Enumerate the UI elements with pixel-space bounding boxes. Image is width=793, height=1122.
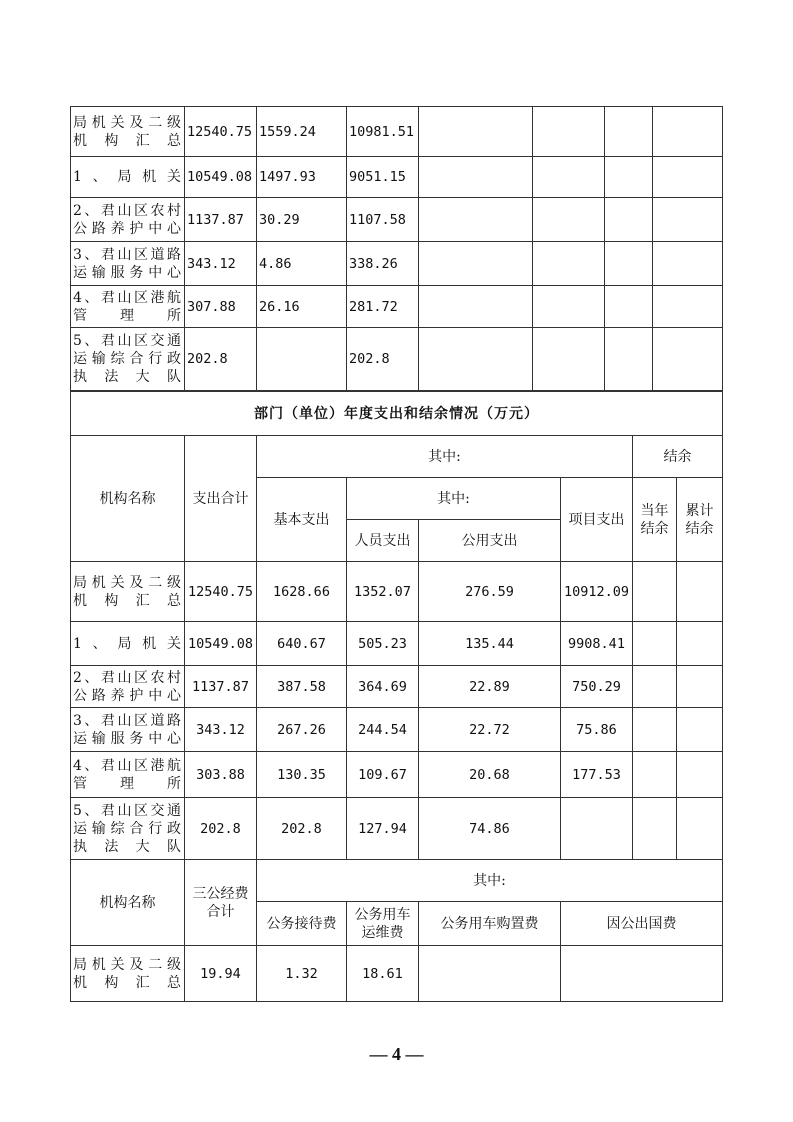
basic-expense-cell: 267.26: [257, 708, 347, 752]
income-col3-cell: 10981.51: [347, 107, 419, 157]
public-expense-cell: 20.68: [419, 752, 561, 798]
table-row: [71, 798, 723, 860]
org-name-cell: [71, 198, 185, 242]
empty-cell: [419, 107, 533, 157]
header-org-name: 机构名称: [71, 436, 185, 562]
empty-cell: [533, 157, 605, 198]
header-three-public-total-line2: 合计: [206, 903, 235, 920]
public-expense-cell: 74.86: [419, 798, 561, 860]
empty-cell: [419, 286, 533, 328]
empty-cell: [605, 242, 653, 286]
table-row: [71, 622, 723, 666]
org-name-line: 运输综合行政: [73, 351, 181, 367]
org-name-cell: [71, 798, 185, 860]
org-name-line: 5、君山区交通: [73, 802, 181, 819]
empty-cell: [653, 286, 723, 328]
income-col2-cell: [257, 328, 347, 391]
empty-cell: [419, 157, 533, 198]
org-name-line: 2、君山区农村: [73, 202, 181, 219]
income-total-cell: 202.8: [185, 328, 257, 391]
org-name-line: 管理所: [73, 775, 181, 792]
table-row: [71, 107, 723, 157]
income-col3-cell: 1107.58: [347, 198, 419, 242]
basic-expense-cell: 387.58: [257, 666, 347, 708]
year-balance-cell: [633, 622, 677, 666]
org-name-line: 公路养护中心: [73, 220, 181, 237]
org-name-line: 管理所: [73, 307, 181, 324]
header-cum-balance-line2: 结余: [685, 520, 714, 537]
empty-cell: [533, 198, 605, 242]
personnel-expense-cell: 109.67: [347, 752, 419, 798]
header-personnel: 人员支出: [347, 520, 419, 562]
table-row: [71, 242, 723, 286]
income-total-cell: 343.12: [185, 242, 257, 286]
empty-cell: [605, 157, 653, 198]
year-balance-cell: [633, 666, 677, 708]
table-row: [71, 562, 723, 622]
empty-cell: [605, 107, 653, 157]
header-basic: 基本支出: [257, 478, 347, 562]
org-name-cell: [71, 622, 185, 666]
header-abroad: 因公出国费: [561, 902, 723, 946]
basic-expense-cell: 640.67: [257, 622, 347, 666]
org-name-cell: [71, 107, 185, 157]
org-name-line: 2、君山区农村: [73, 669, 181, 686]
income-col2-cell: 1497.93: [257, 157, 347, 198]
reception-cell: 1.32: [257, 946, 347, 1002]
empty-cell: [605, 286, 653, 328]
org-name-line: 局机关及二级: [73, 114, 181, 131]
expense-total-cell: 343.12: [185, 708, 257, 752]
year-balance-cell: [633, 798, 677, 860]
org-name-line: 局机关及二级: [73, 574, 181, 591]
header-year-balance-line1: 当年: [640, 502, 669, 519]
cum-balance-cell: [677, 622, 723, 666]
org-name-cell: [71, 157, 185, 198]
org-name-line: 机构汇总: [73, 974, 181, 991]
section-title: 部门（单位）年度支出和结余情况（万元）: [71, 392, 723, 436]
cum-balance-cell: [677, 666, 723, 708]
header-org-name-3: 机构名称: [71, 860, 185, 946]
org-name-line: 4、君山区港航: [73, 757, 181, 774]
org-name-cell: [71, 752, 185, 798]
org-name-cell: [71, 328, 185, 391]
empty-cell: [653, 198, 723, 242]
personnel-expense-cell: 244.54: [347, 708, 419, 752]
org-name-line: 执法大队: [73, 838, 181, 855]
header-balance: 结余: [633, 436, 723, 478]
header-car-ops: [347, 902, 419, 946]
org-name-line: 运输服务中心: [73, 264, 181, 281]
personnel-expense-cell: 505.23: [347, 622, 419, 666]
org-name-line: 运输综合行政: [73, 820, 181, 837]
header-among-2: 其中:: [347, 478, 561, 520]
expenditure-table: [70, 391, 723, 860]
table-row: [71, 752, 723, 798]
org-name-line: 执法大队: [73, 369, 181, 385]
org-name-line: 局机关及二级: [73, 956, 181, 973]
expense-total-cell: 303.88: [185, 752, 257, 798]
org-name-cell: [71, 286, 185, 328]
org-name-cell: [71, 946, 185, 1002]
table-row: [71, 666, 723, 708]
org-name-cell: [71, 708, 185, 752]
org-name-cell: [71, 562, 185, 622]
income-col3-cell: 281.72: [347, 286, 419, 328]
header-total: 支出合计: [185, 436, 257, 562]
org-name-line: 公路养护中心: [73, 687, 181, 704]
header-year-balance: [633, 478, 677, 562]
header-among: 其中:: [257, 436, 633, 478]
cum-balance-cell: [677, 708, 723, 752]
empty-cell: [653, 107, 723, 157]
table-row: [71, 286, 723, 328]
expense-total-cell: 1137.87: [185, 666, 257, 708]
income-col3-cell: 338.26: [347, 242, 419, 286]
income-col2-cell: 1559.24: [257, 107, 347, 157]
income-total-cell: 1137.87: [185, 198, 257, 242]
income-total-cell: 12540.75: [185, 107, 257, 157]
empty-cell: [653, 157, 723, 198]
public-expense-cell: 135.44: [419, 622, 561, 666]
public-expense-cell: 22.72: [419, 708, 561, 752]
empty-cell: [419, 242, 533, 286]
empty-cell: [653, 242, 723, 286]
header-car-purchase: 公务用车购置费: [419, 902, 561, 946]
header-three-public-total: [185, 860, 257, 946]
org-name-cell: [71, 666, 185, 708]
header-car-ops-line2: 运维费: [361, 924, 404, 941]
empty-cell: [419, 198, 533, 242]
org-name-line: 机构汇总: [73, 132, 181, 149]
income-col3-cell: 202.8: [347, 328, 419, 391]
income-col3-cell: 9051.15: [347, 157, 419, 198]
basic-expense-cell: 1628.66: [257, 562, 347, 622]
expense-total-cell: 12540.75: [185, 562, 257, 622]
year-balance-cell: [633, 708, 677, 752]
expense-total-cell: 202.8: [185, 798, 257, 860]
income-total-cell: 307.88: [185, 286, 257, 328]
income-total-cell: 10549.08: [185, 157, 257, 198]
header-three-public-total-line1: 三公经费: [192, 885, 249, 902]
basic-expense-cell: 130.35: [257, 752, 347, 798]
org-name-line: 5、君山区交通: [73, 333, 181, 349]
empty-cell: [653, 328, 723, 391]
page-number: — 4 —: [369, 1044, 424, 1064]
project-expense-cell: [561, 798, 633, 860]
header-project: 项目支出: [561, 478, 633, 562]
empty-cell: [533, 286, 605, 328]
table-row: [71, 946, 723, 1002]
income-table: [70, 106, 723, 391]
org-name-line: 运输服务中心: [73, 730, 181, 747]
car-purchase-cell: [419, 946, 561, 1002]
table-row: [71, 328, 723, 391]
personnel-expense-cell: 127.94: [347, 798, 419, 860]
abroad-cell: [561, 946, 723, 1002]
header-among-3: 其中:: [257, 860, 723, 902]
public-expense-cell: 22.89: [419, 666, 561, 708]
header-year-balance-line2: 结余: [640, 520, 669, 537]
project-expense-cell: 177.53: [561, 752, 633, 798]
org-name-line: 3、君山区道路: [73, 712, 181, 729]
public-expense-cell: 276.59: [419, 562, 561, 622]
empty-cell: [419, 328, 533, 391]
three-public-total-cell: 19.94: [185, 946, 257, 1002]
project-expense-cell: 75.86: [561, 708, 633, 752]
header-car-ops-line1: 公务用车: [354, 906, 411, 923]
empty-cell: [533, 242, 605, 286]
cum-balance-cell: [677, 752, 723, 798]
year-balance-cell: [633, 752, 677, 798]
table-row: [71, 708, 723, 752]
empty-cell: [533, 328, 605, 391]
header-cum-balance-line1: 累计: [685, 502, 714, 519]
project-expense-cell: 9908.41: [561, 622, 633, 666]
income-col2-cell: 26.16: [257, 286, 347, 328]
income-col2-cell: 30.29: [257, 198, 347, 242]
org-name-line: 4、君山区港航: [73, 289, 181, 306]
car-ops-cell: 18.61: [347, 946, 419, 1002]
cum-balance-cell: [677, 798, 723, 860]
empty-cell: [605, 328, 653, 391]
table-row: [71, 157, 723, 198]
personnel-expense-cell: 1352.07: [347, 562, 419, 622]
org-name-line: 1、局机关: [73, 635, 181, 652]
three-public-expenses-table: [70, 859, 723, 1002]
header-reception: 公务接待费: [257, 902, 347, 946]
income-col2-cell: 4.86: [257, 242, 347, 286]
year-balance-cell: [633, 562, 677, 622]
org-name-cell: [71, 242, 185, 286]
header-cum-balance: [677, 478, 723, 562]
empty-cell: [605, 198, 653, 242]
project-expense-cell: 750.29: [561, 666, 633, 708]
table-row: [71, 198, 723, 242]
header-public: 公用支出: [419, 520, 561, 562]
project-expense-cell: 10912.09: [561, 562, 633, 622]
personnel-expense-cell: 364.69: [347, 666, 419, 708]
expense-total-cell: 10549.08: [185, 622, 257, 666]
org-name-line: 机构汇总: [73, 592, 181, 609]
cum-balance-cell: [677, 562, 723, 622]
basic-expense-cell: 202.8: [257, 798, 347, 860]
org-name-line: 1、局机关: [73, 169, 181, 185]
org-name-line: 3、君山区道路: [73, 246, 181, 263]
empty-cell: [533, 107, 605, 157]
